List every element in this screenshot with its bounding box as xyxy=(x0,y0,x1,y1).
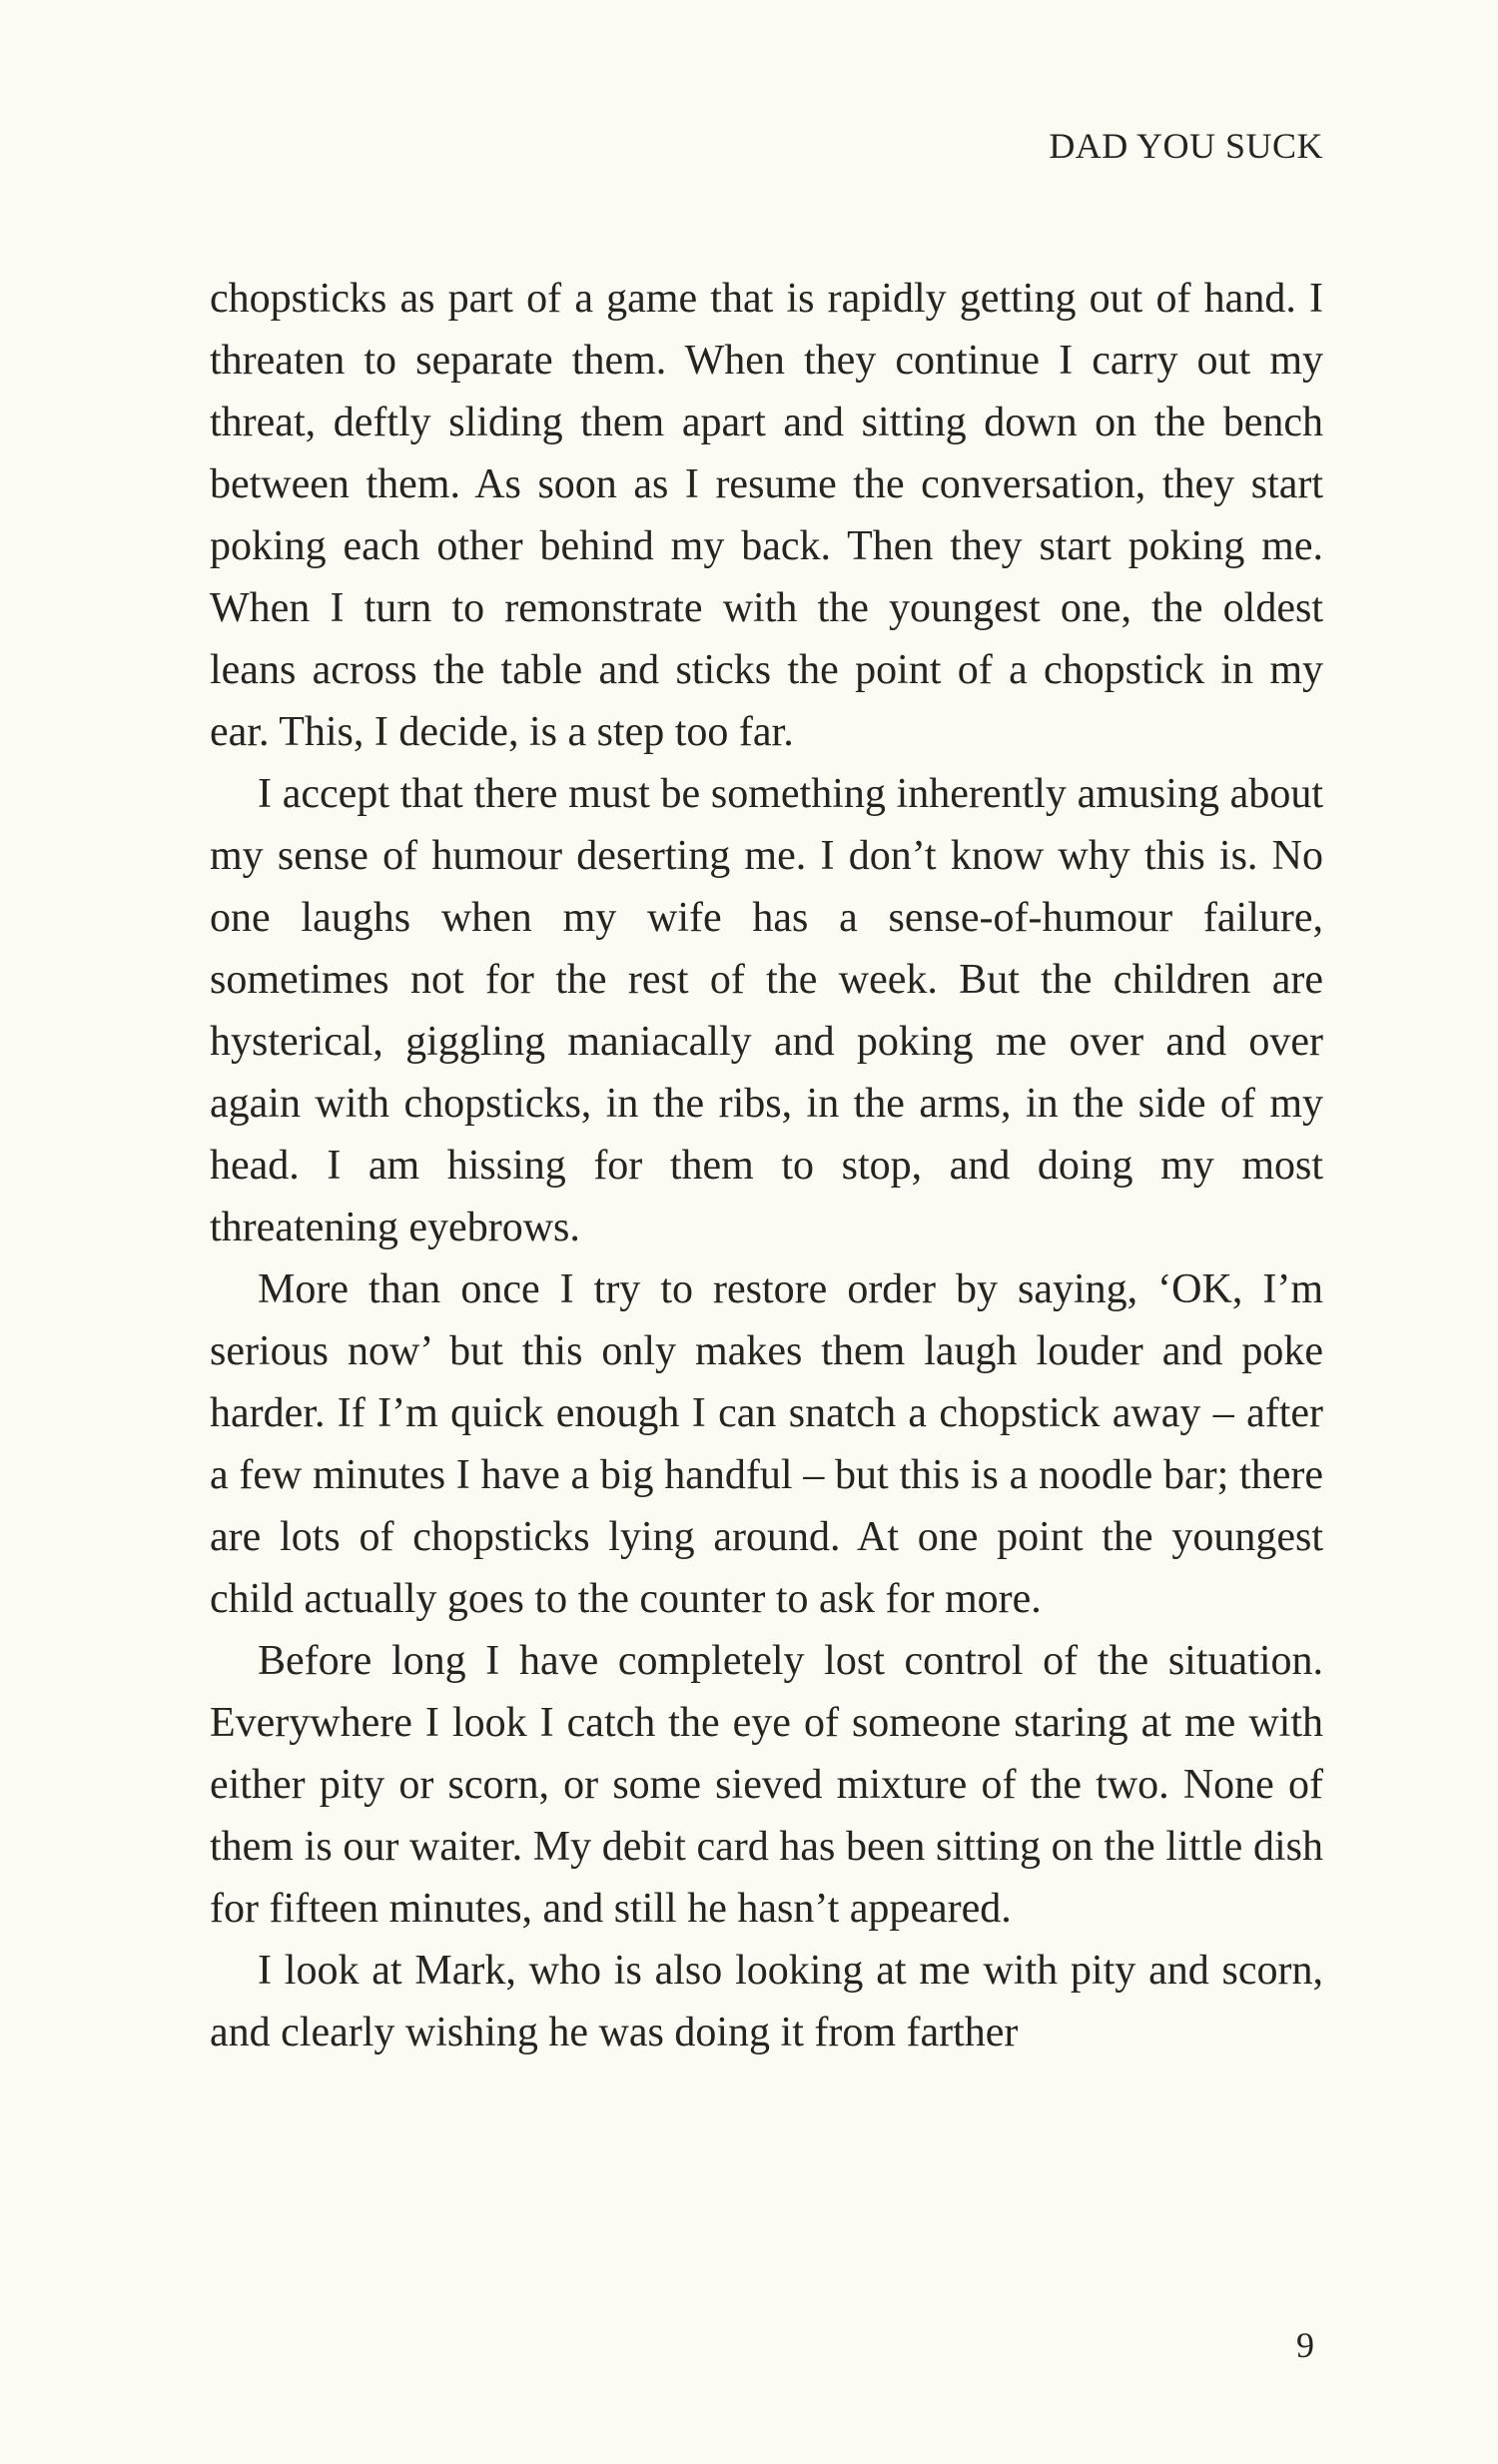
paragraph: I look at Mark, who is also looking at me with pity and scorn, and clearly wishing he was doing it from farther xyxy=(210,1948,1323,2055)
page-number: 9 xyxy=(1296,2325,1314,2365)
body-text xyxy=(210,268,1323,2063)
paragraph: Before long I have completely lost control of the situation. Everywhere I look I catch the eye of someone staring at me with either pity or scorn, or some sieved mixture of the two. None of them is our waiter. My debit card has been sitting on the little dish for fifteen minutes, and still he hasn’t appeared. xyxy=(210,1638,1323,1932)
running-header: DAD YOU SUCK xyxy=(1049,126,1323,166)
paragraph: I accept that there must be something inherently amusing about my sense of humour deserting me. I don’t know why this is. No one laughs when my wife has a sense-of-humour failure, sometimes not for the rest of the week. But the children are hysterical, giggling maniacally and poking me over and over again with chopsticks, in the ribs, in the arms, in the side of my head. I am hissing for them to stop, and doing my most threatening eyebrows. xyxy=(210,771,1323,1250)
paragraph: chopsticks as part of a game that is rapidly getting out of hand. I threaten to separate them. When they continue I carry out my threat, deftly sliding them apart and sitting down on the bench between them. As soon as I resume the conversation, they start poking each other behind my back. Then they start poking me. When I turn to remonstrate with the youngest one, the oldest leans across the table and sticks the point of a chopstick in my ear. This, I decide, is a step too far. xyxy=(210,276,1323,755)
paragraph: More than once I try to restore order by saying, ‘OK, I’m serious now’ but this only makes them laugh louder and poke harder. If I’m quick enough I can snatch a chopstick away – after a few minutes I have a big handful – but this is a noodle bar; there are lots of chopsticks lying around. At one point the youngest child actually goes to the counter to ask for more. xyxy=(210,1266,1323,1622)
